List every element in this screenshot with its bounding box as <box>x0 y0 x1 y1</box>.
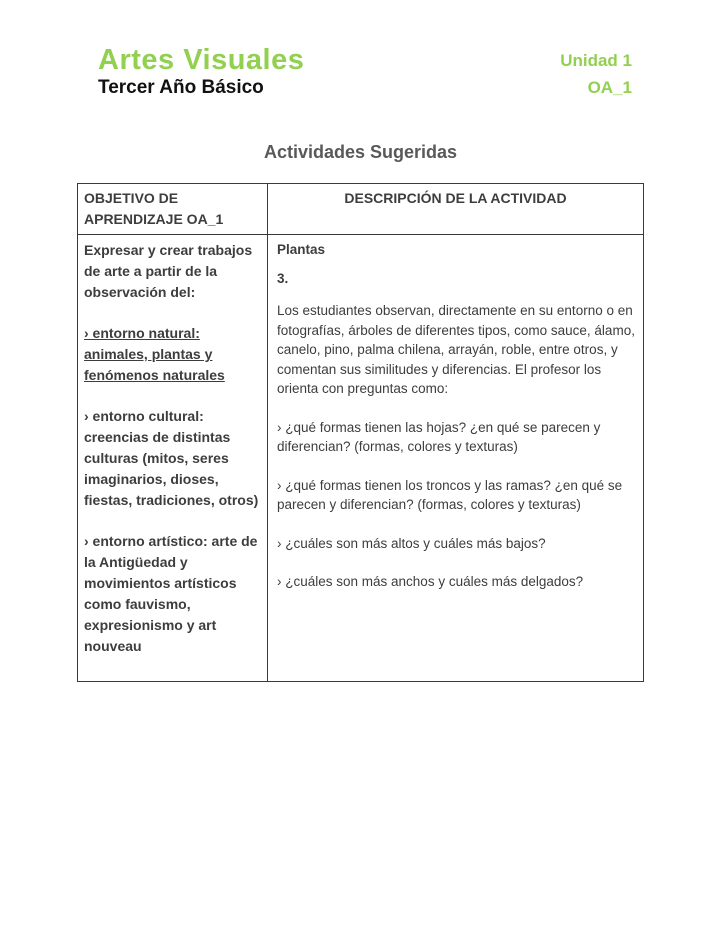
objective-item-entorno-natural: › entorno natural: animales, plantas y fenómenos naturales <box>84 325 225 383</box>
activity-topic: Plantas <box>277 242 326 257</box>
doc-subtitle: Tercer Año Básico <box>98 77 264 98</box>
activity-question-2: › ¿qué formas tienen los troncos y las ramas? ¿en qué se parecen y diferencian? (formas, colores y texturas) <box>277 477 623 512</box>
unit-label: Unidad 1 <box>560 51 632 70</box>
activity-question-3: › ¿cuáles son más altos y cuáles más bajos? <box>277 535 546 551</box>
table-row <box>78 235 644 682</box>
activity-question-4: › ¿cuáles son más anchos y cuáles más delgados? <box>277 574 584 589</box>
objective-column-header: OBJETIVO DE APRENDIZAJE OA_1 <box>78 184 268 235</box>
doc-title: Artes Visuales <box>98 44 305 76</box>
objective-item-entorno-cultural: › entorno cultural: creencias de distintas culturas (mitos, seres imaginarios, dioses, fiestas, tradiciones, otros) <box>84 408 259 508</box>
header-right-block <box>560 44 632 101</box>
objective-cell <box>78 235 268 682</box>
activity-cell <box>268 235 644 682</box>
suggested-activities-table <box>77 183 644 682</box>
header-left-block <box>98 44 304 100</box>
objective-intro: Expresar y crear trabajos de arte a partir de la observación del: <box>84 242 253 300</box>
activity-number: 3. <box>277 270 289 286</box>
oa-label: OA_1 <box>587 78 632 97</box>
activity-column-header: DESCRIPCIÓN DE LA ACTIVIDAD <box>268 184 644 235</box>
document-header <box>98 44 632 101</box>
page-title: Actividades Sugeridas <box>263 142 458 162</box>
objective-item-entorno-artistico: › entorno artístico: arte de la Antigüedad y movimientos artísticos como fauvismo, expresionismo y art nouveau <box>84 533 258 654</box>
table-header-row <box>78 184 644 235</box>
activity-description: Los estudiantes observan, directamente en su entorno o en fotografías, árboles de diferentes tipos, como sauce, álamo, canelo, pino, palma chilena, arrayán, roble, entre otros, y comentan sus similitudes y diferencias. El profesor los orienta con preguntas como: <box>277 303 635 396</box>
activity-question-1: › ¿qué formas tienen las hojas? ¿en qué se parecen y diferencian? (formas, colores y texturas) <box>277 419 601 454</box>
